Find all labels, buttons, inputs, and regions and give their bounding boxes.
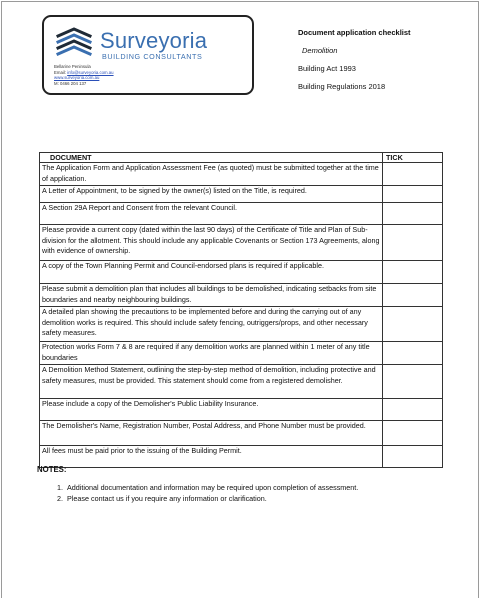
document-cell: A copy of the Town Planning Permit and Council-endorsed plans is required if applicable. (40, 261, 383, 284)
document-info (298, 24, 411, 96)
tick-cell[interactable] (383, 203, 443, 225)
stacked-chevron-logo-icon (54, 26, 94, 60)
document-cell: A detailed plan showing the precautions to be implemented before and during the carrying out of any demolition works is required. This should include safety fencing, outriggers/props, and other necessary safety measures. (40, 307, 383, 342)
document-cell: A Demolition Method Statement, outlining the step-by-step method of demolition, including protective and safety measures, must be provided. This statement should come from a registered demolisher. (40, 365, 383, 399)
document-cell: A Section 29A Report and Consent from the relevant Council. (40, 203, 383, 225)
tick-cell[interactable] (383, 342, 443, 365)
tick-cell[interactable] (383, 261, 443, 284)
tick-cell[interactable] (383, 365, 443, 399)
document-cell: Please provide a current copy (dated within the last 90 days) of the Certificate of Title and Plan of Sub-division for the allotment. This should include any applicable Covenants or Section 173 Agreements, along with evidence of ownership. (40, 225, 383, 261)
tick-cell[interactable] (383, 186, 443, 203)
contact-email-label: Email: (54, 69, 68, 75)
document-cell: The Application Form and Application Assessment Fee (as quoted) must be submitted together at the time of application. (40, 163, 383, 186)
company-subtitle: BUILDING CONSULTANTS (102, 52, 203, 61)
document-title: Document application checklist (298, 28, 411, 37)
table-row (40, 421, 443, 446)
column-header-tick: TICK (383, 153, 443, 163)
building-act: Building Act 1993 (298, 64, 356, 73)
tick-cell[interactable] (383, 284, 443, 307)
table-row (40, 203, 443, 225)
document-cell: A Letter of Appointment, to be signed by the owner(s) listed on the Title, is required. (40, 186, 383, 203)
contact-website-link[interactable]: www.surveyoria.com.au (54, 75, 100, 80)
contact-email-link[interactable]: info@surveyoria.com.au (67, 69, 114, 75)
document-cell: Please include a copy of the Demolisher's Public Liability Insurance. (40, 399, 383, 421)
table-row (40, 163, 443, 186)
tick-cell[interactable] (383, 307, 443, 342)
notes-title: NOTES: (37, 465, 67, 474)
table-row (40, 365, 443, 399)
company-logo-card (42, 15, 254, 95)
document-cell: The Demolisher's Name, Registration Number, Postal Address, and Phone Number must be provided. (40, 421, 383, 446)
table-row (40, 284, 443, 307)
checklist-table (39, 152, 443, 468)
notes-list (38, 482, 358, 504)
contact-details (54, 64, 114, 86)
document-cell: All fees must be paid prior to the issuing of the Building Permit. (40, 446, 383, 468)
tick-cell[interactable] (383, 446, 443, 468)
document-cell: Please submit a demolition plan that includes all buildings to be demolished, indicating setbacks from site boundaries and nearby neighbouring buildings. (40, 284, 383, 307)
contact-phone: M: 0466 204 137 (54, 80, 87, 86)
building-regulations: Building Regulations 2018 (298, 82, 386, 91)
table-row (40, 307, 443, 342)
tick-cell[interactable] (383, 163, 443, 186)
table-row (40, 186, 443, 203)
note-item: 1. Additional documentation and information may be required upon completion of assessment. (65, 482, 358, 493)
contact-location: Bellarine Peninsula (54, 64, 91, 69)
document-subtitle: Demolition (302, 46, 338, 55)
tick-cell[interactable] (383, 421, 443, 446)
table-row (40, 342, 443, 365)
company-name: Surveyoria (100, 28, 208, 53)
tick-cell[interactable] (383, 399, 443, 421)
table-row (40, 261, 443, 284)
table-row (40, 399, 443, 421)
table-row (40, 225, 443, 261)
document-cell: Protection works Form 7 & 8 are required if any demolition works are planned within 1 meter of any title boundaries (40, 342, 383, 365)
table-row (40, 446, 443, 468)
tick-cell[interactable] (383, 225, 443, 261)
table-header-row (40, 153, 443, 163)
note-item: 2. Please contact us if you require any information or clarification. (65, 493, 358, 504)
column-header-document: DOCUMENT (40, 153, 383, 163)
